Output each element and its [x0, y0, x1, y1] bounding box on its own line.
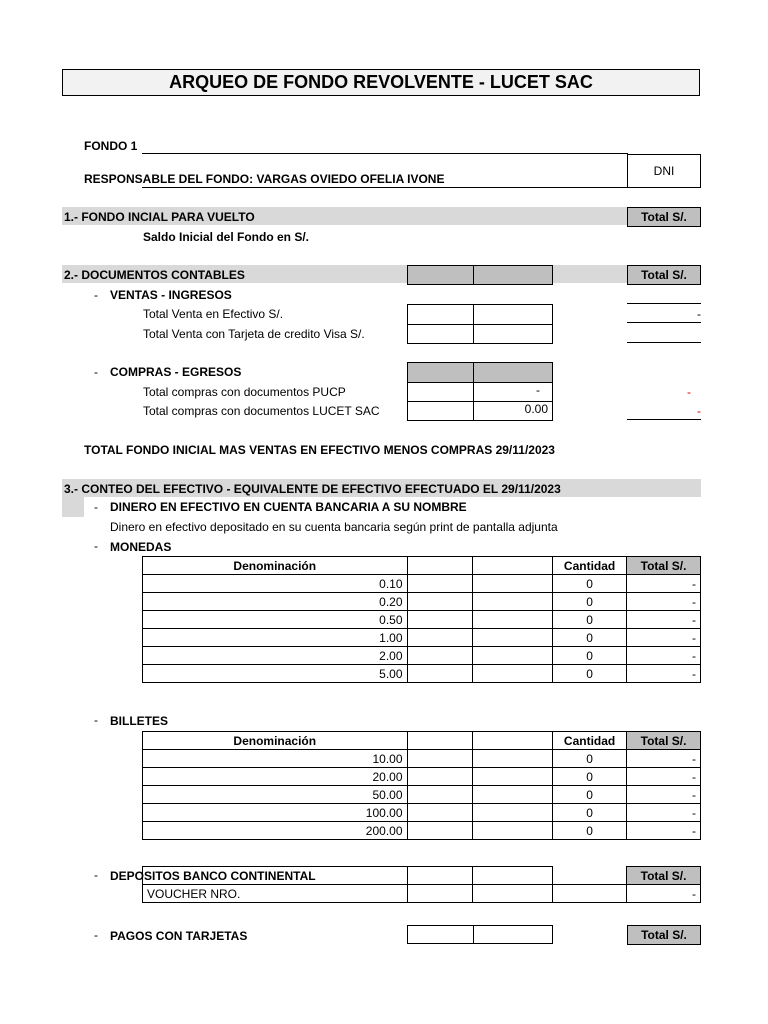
section-1-total-header: Total S/. [627, 207, 701, 227]
dni-label: DNI [653, 164, 675, 178]
empty-cell[interactable] [473, 647, 553, 665]
total-cell: - [627, 647, 701, 665]
compras-lucet-total: - [627, 404, 701, 420]
total-cell: - [627, 804, 701, 822]
denominacion-cell: 0.50 [143, 611, 408, 629]
empty-cell [473, 557, 553, 575]
dinero-desc: Dinero en efectivo depositado en su cuenta bancaria según print de pantalla adjunta [110, 520, 558, 534]
denominacion-cell: 200.00 [143, 822, 408, 840]
empty-cell[interactable] [473, 593, 553, 611]
empty-cell[interactable] [407, 647, 473, 665]
denominacion-cell: 0.10 [143, 575, 408, 593]
section-2-gray-cell-1 [407, 265, 474, 285]
billete-row [143, 822, 701, 840]
cantidad-cell[interactable]: 0 [553, 593, 627, 611]
section-3-title: 3.- CONTEO DEL EFECTIVO - EQUIVALENTE DE EFECTIVO EFECTUADO EL 29/11/2023 [64, 482, 561, 496]
total-cell: - [627, 786, 701, 804]
venta-tarjeta-cell-1[interactable] [407, 324, 474, 344]
compras-pucp-label: Total compras con documentos PUCP [143, 385, 346, 399]
empty-cell[interactable] [473, 822, 553, 840]
fondo-label: FONDO 1 [84, 139, 138, 153]
empty-cell [553, 867, 627, 885]
total-fondo-label: TOTAL FONDO INICIAL MAS VENTAS EN EFECTIVO MENOS COMPRAS 29/11/2023 [84, 443, 555, 457]
billetes-label: BILLETES [110, 714, 169, 728]
voucher-cell[interactable] [473, 885, 553, 903]
fondo-line [142, 153, 628, 154]
total-cell: - [627, 593, 701, 611]
voucher-cell[interactable] [553, 885, 627, 903]
depositos-label: DEPOSITOS BANCO CONTINENTAL [110, 869, 316, 883]
dinero-cuenta-label: DINERO EN EFECTIVO EN CUENTA BANCARIA A SU NOMBRE [110, 500, 467, 514]
compras-lucet-label: Total compras con documentos LUCET SAC [143, 404, 380, 418]
empty-cell[interactable] [473, 629, 553, 647]
billete-row [143, 786, 701, 804]
empty-cell [407, 867, 473, 885]
col-total: Total S/. [627, 557, 701, 575]
responsable-line [142, 187, 628, 188]
cantidad-cell[interactable]: 0 [553, 647, 627, 665]
compras-lucet-value[interactable]: 0.00 [473, 401, 553, 421]
col-cantidad: Cantidad [553, 557, 627, 575]
venta-efectivo-cell-2[interactable] [473, 304, 553, 325]
venta-tarjeta-total-line [627, 342, 701, 343]
moneda-row [143, 665, 701, 683]
empty-cell [407, 732, 473, 750]
empty-cell[interactable] [407, 786, 473, 804]
total-cell: - [627, 575, 701, 593]
venta-efectivo-label: Total Venta en Efectivo S/. [143, 307, 284, 321]
depositos-total-header: Total S/. [627, 867, 701, 885]
cantidad-cell[interactable]: 0 [553, 665, 627, 683]
total-cell: - [627, 629, 701, 647]
dni-field[interactable] [627, 154, 701, 188]
monedas-label: MONEDAS [110, 540, 172, 554]
denominacion-cell: 2.00 [143, 647, 408, 665]
empty-cell[interactable] [407, 804, 473, 822]
section-1-title: 1.- FONDO INCIAL PARA VUELTO [64, 210, 255, 224]
moneda-row [143, 647, 701, 665]
billetes-header-row [143, 732, 701, 750]
bullet-dash: - [94, 928, 98, 942]
page-title: ARQUEO DE FONDO REVOLVENTE - LUCET SAC [62, 69, 700, 96]
total-cell: - [627, 750, 701, 768]
section-2-total-header: Total S/. [627, 265, 701, 285]
moneda-row [143, 575, 701, 593]
section-2-title: 2.- DOCUMENTOS CONTABLES [64, 268, 245, 282]
denominacion-cell: 1.00 [143, 629, 408, 647]
voucher-label: VOUCHER NRO. [143, 885, 408, 903]
total-cell: - [627, 822, 701, 840]
denominacion-cell: 50.00 [143, 786, 408, 804]
compras-label: COMPRAS - EGRESOS [110, 365, 242, 379]
billete-row [143, 768, 701, 786]
total-cell: - [627, 665, 701, 683]
empty-cell[interactable] [407, 629, 473, 647]
cantidad-cell[interactable]: 0 [553, 611, 627, 629]
billete-row [143, 804, 701, 822]
cantidad-cell[interactable]: 0 [553, 822, 627, 840]
compras-pucp-cell-1[interactable] [407, 382, 474, 402]
empty-cell[interactable] [407, 665, 473, 683]
pagos-cell-1[interactable] [407, 925, 474, 944]
ventas-label: VENTAS - INGRESOS [110, 288, 232, 302]
empty-cell[interactable] [407, 822, 473, 840]
billete-row [143, 750, 701, 768]
cantidad-cell[interactable]: 0 [553, 629, 627, 647]
empty-cell [473, 732, 553, 750]
voucher-cell[interactable] [407, 885, 473, 903]
empty-cell[interactable] [407, 768, 473, 786]
section-2-gray-cell-2 [473, 265, 553, 285]
moneda-row [143, 629, 701, 647]
compras-gray-cell-2 [473, 362, 553, 383]
empty-cell [407, 557, 473, 575]
col-denominacion: Denominación [143, 557, 408, 575]
col-total: Total S/. [627, 732, 701, 750]
cantidad-cell[interactable]: 0 [553, 786, 627, 804]
monedas-header-row [143, 557, 701, 575]
empty-cell[interactable] [473, 804, 553, 822]
venta-tarjeta-cell-2[interactable] [473, 324, 553, 344]
monedas-table [142, 556, 701, 683]
venta-tarjeta-label: Total Venta con Tarjeta de credito Visa S/. [143, 327, 365, 341]
pagos-tarjetas-label: PAGOS CON TARJETAS [110, 929, 248, 943]
total-cell: - [627, 768, 701, 786]
denominacion-cell: 100.00 [143, 804, 408, 822]
empty-cell[interactable] [407, 593, 473, 611]
ventas-total-line [627, 303, 701, 304]
empty-cell[interactable] [407, 611, 473, 629]
bullet-dash: - [94, 539, 98, 553]
billetes-table [142, 731, 701, 840]
voucher-row[interactable] [143, 885, 701, 903]
bullet-dash: - [94, 288, 98, 302]
bullet-dash: - [94, 365, 98, 379]
cantidad-cell[interactable]: 0 [553, 768, 627, 786]
responsable-label: RESPONSABLE DEL FONDO: VARGAS OVIEDO OFELIA IVONE [84, 172, 445, 186]
moneda-row [143, 611, 701, 629]
pagos-cell-2[interactable] [473, 925, 553, 944]
total-cell: - [627, 611, 701, 629]
compras-lucet-cell-1[interactable] [407, 401, 474, 421]
empty-cell[interactable] [473, 750, 553, 768]
cantidad-cell[interactable]: 0 [553, 575, 627, 593]
empty-cell[interactable] [407, 575, 473, 593]
venta-efectivo-cell-1[interactable] [407, 304, 474, 325]
denominacion-cell: 5.00 [143, 665, 408, 683]
pagos-total-header: Total S/. [627, 925, 701, 945]
bullet-dash: - [94, 713, 98, 727]
empty-cell[interactable] [407, 750, 473, 768]
denominacion-cell: 10.00 [143, 750, 408, 768]
col-cantidad: Cantidad [553, 732, 627, 750]
venta-efectivo-total: - [627, 307, 701, 323]
denominacion-cell: 20.00 [143, 768, 408, 786]
col-denominacion: Denominación [143, 732, 408, 750]
moneda-row [143, 593, 701, 611]
cantidad-cell[interactable]: 0 [553, 750, 627, 768]
saldo-inicial-label: Saldo Inicial del Fondo en S/. [143, 230, 310, 244]
empty-cell[interactable] [473, 768, 553, 786]
voucher-total: - [627, 885, 701, 903]
denominacion-cell: 0.20 [143, 593, 408, 611]
compras-pucp-total: - [687, 385, 691, 399]
compras-gray-cell-1 [407, 362, 474, 383]
empty-cell[interactable] [473, 575, 553, 593]
empty-cell[interactable] [473, 665, 553, 683]
empty-cell[interactable] [473, 786, 553, 804]
section-3-side-band [62, 497, 84, 517]
empty-cell[interactable] [473, 611, 553, 629]
cantidad-cell[interactable]: 0 [553, 804, 627, 822]
compras-pucp-value[interactable]: - [473, 382, 553, 402]
bullet-dash: - [94, 868, 98, 882]
bullet-dash: - [94, 500, 98, 514]
empty-cell [473, 867, 553, 885]
